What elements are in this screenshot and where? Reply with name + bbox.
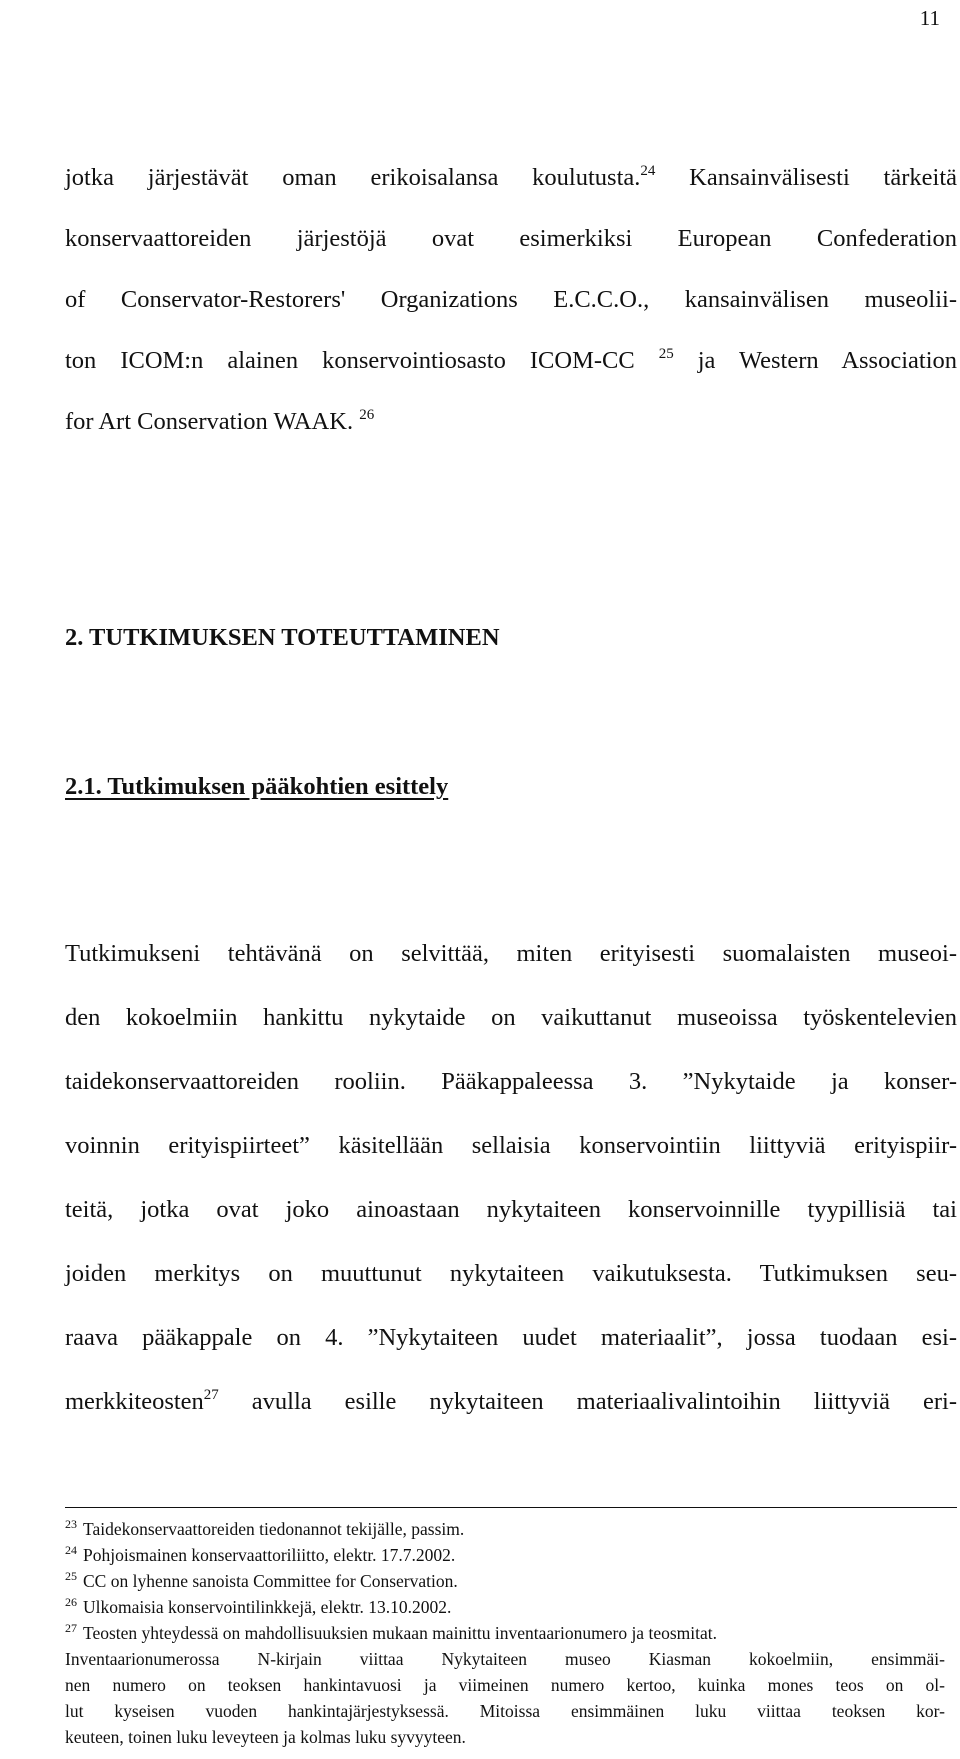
text-line: voinnin erityispiirteet” käsitellään sellaisia konservointiin liittyviä erityispiir- bbox=[65, 1132, 957, 1159]
text-line: ton ICOM:n alainen konservointiosasto ICOM-CC $^{25}$ ja Western Association bbox=[65, 346, 957, 374]
subsection-heading: 2.1. Tutkimuksen pääkohtien esittely bbox=[65, 773, 449, 800]
footnote-27-continued: Inventaarionumerossa N-kirjain viittaa Nykytaiteen museo Kiasman kokoelmiin, ensimmäi- bbox=[65, 1649, 945, 1669]
footnote-27-continued: keuteen, toinen luku leveyteen ja kolmas luku syvyyteen. bbox=[65, 1727, 466, 1747]
footnotes bbox=[65, 1516, 945, 1750]
footnote-27: $^{27}$ Teosten yhteydessä on mahdollisuuksien mukaan mainittu inventaarionumero ja teosmitat. bbox=[65, 1621, 717, 1643]
footnote-25: $^{25}$ CC on lyhenne sanoista Committee for Conservation. bbox=[65, 1569, 458, 1591]
intro-paragraph bbox=[65, 147, 957, 452]
footnote-23: $^{23}$ Taidekonservaattoreiden tiedonannot tekijälle, passim. bbox=[65, 1517, 465, 1539]
footnote-ref: 25 bbox=[658, 346, 674, 362]
footnote-27-continued: nen numero on teoksen hankintavuosi ja viimeinen numero kertoo, kuinka mones teos on ol- bbox=[65, 1675, 945, 1695]
footnote-ref: 26 bbox=[359, 407, 375, 423]
body-paragraph bbox=[65, 922, 957, 1434]
text-line: joiden merkitys on muuttunut nykytaiteen vaikutuksesta. Tutkimuksen seu- bbox=[65, 1260, 957, 1287]
text-line: den kokoelmiin hankittu nykytaide on vaikuttanut museoissa työskentelevien bbox=[65, 1004, 957, 1031]
page-number: 11 bbox=[919, 6, 940, 30]
text-line: merkkiteosten$^{27}$ avulla esille nykytaiteen materiaalivalintoihin liittyviä eri- bbox=[65, 1387, 957, 1415]
text-line: taidekonservaattoreiden rooliin. Pääkappaleessa 3. ”Nykytaide ja konser- bbox=[65, 1068, 957, 1095]
section-heading: 2. TUTKIMUKSEN TOTEUTTAMINEN bbox=[65, 624, 500, 651]
footnote-26: $^{26}$ Ulkomaisia konservointilinkkejä, elektr. 13.10.2002. bbox=[65, 1595, 452, 1617]
text-line: of Conservator-Restorers' Organizations E.C.C.O., kansainvälisen museolii- bbox=[65, 286, 957, 313]
footnote-24: $^{24}$ Pohjoismainen konservaattoriliitto, elektr. 17.7.2002. bbox=[65, 1543, 456, 1565]
text-line: konservaattoreiden järjestöjä ovat esimerkiksi European Confederation bbox=[65, 225, 957, 252]
footnote-27-continued: lut kyseisen vuoden hankintajärjestyksessä. Mitoissa ensimmäinen luku viittaa teoksen kor- bbox=[65, 1701, 945, 1721]
text-line: for Art Conservation WAAK. $^{26}$ bbox=[65, 407, 375, 435]
footnote-divider bbox=[65, 1507, 957, 1508]
footnote-ref: 24 bbox=[640, 163, 656, 179]
text-line: raava pääkappale on 4. ”Nykytaiteen uudet materiaalit”, jossa tuodaan esi- bbox=[65, 1324, 957, 1351]
text-line: jotka järjestävät oman erikoisalansa koulutusta.$^{24}$ Kansainvälisesti tärkeitä bbox=[65, 163, 957, 191]
footnote-ref: 27 bbox=[203, 1387, 219, 1403]
text-line: Tutkimukseni tehtävänä on selvittää, miten erityisesti suomalaisten museoi- bbox=[65, 940, 957, 967]
text-line: teitä, jotka ovat joko ainoastaan nykytaiteen konservoinnille tyypillisiä tai bbox=[65, 1196, 957, 1223]
